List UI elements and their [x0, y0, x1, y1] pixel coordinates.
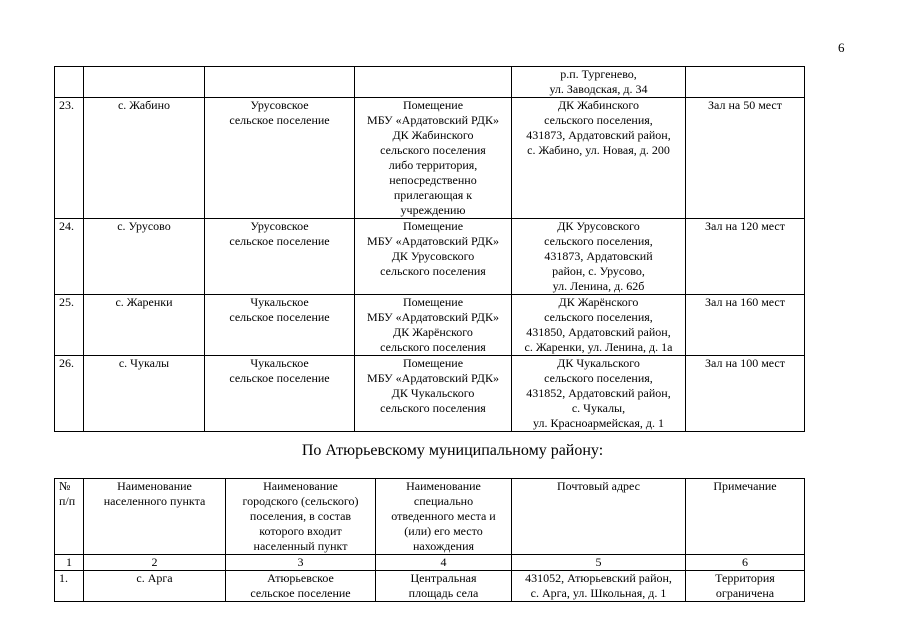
cell-line: Урусовское [250, 98, 309, 112]
cell-line: сельского поселения, [544, 234, 653, 248]
cell-line: МБУ «Ардатовский РДК» [367, 234, 499, 248]
cell-line: 431052, Атюрьевский район, [525, 571, 672, 585]
cell-line: Территория [715, 571, 775, 585]
cell-line: сельского поселения [380, 143, 486, 157]
cell-note [686, 295, 805, 356]
cell-line: Зал на 160 мест [705, 295, 785, 309]
cell-line: 431873, Ардатовский [544, 249, 653, 263]
cell-place [355, 67, 512, 98]
cell-address [512, 571, 686, 602]
cell-note [686, 356, 805, 432]
locations-table-ardatovsky [54, 66, 805, 432]
table-header-row [55, 479, 805, 555]
cell-line: специально [413, 494, 474, 508]
cell-line: с. Арга, ул. Школьная, д. 1 [530, 586, 667, 600]
cell-line: Чукальское [250, 356, 309, 370]
cell-settlement [84, 67, 205, 98]
cell-line: с. Жаренки, ул. Ленина, д. 1а [524, 340, 673, 354]
cell-place [355, 219, 512, 295]
cell-line: либо территория, [388, 158, 478, 172]
cell-line: Зал на 50 мест [708, 98, 782, 112]
column-index-cell: 3 [226, 555, 376, 571]
cell-line: сельское поселение [229, 234, 330, 248]
cell-settlement [84, 479, 226, 555]
cell-line: сельского поселения [380, 340, 486, 354]
cell-line: Наименование [117, 479, 192, 493]
cell-line: (или) его место [404, 524, 483, 538]
cell-line: Примечание [713, 479, 777, 493]
column-index-row [55, 555, 805, 571]
cell-line: населенного пункта [103, 494, 206, 508]
cell-line: городского (сельского) [242, 494, 359, 508]
cell-note [686, 219, 805, 295]
cell-line: с. Жабино, ул. Новая, д. 200 [527, 143, 670, 157]
cell-num: 26. [55, 356, 84, 432]
cell-line: МБУ «Ардатовский РДК» [367, 371, 499, 385]
cell-municipality [205, 67, 355, 98]
cell-address [512, 479, 686, 555]
cell-line: ул. Заводская, д. 34 [549, 82, 648, 96]
cell-line: сельское поселение [229, 371, 330, 385]
column-index-cell: 5 [512, 555, 686, 571]
table-row [55, 67, 805, 98]
cell-line: площадь села [408, 586, 479, 600]
cell-municipality [205, 219, 355, 295]
cell-line: Наименование [263, 479, 338, 493]
cell-place [355, 98, 512, 219]
cell-line: ул. Красноармейская, д. 1 [533, 416, 664, 430]
cell-address [512, 219, 686, 295]
cell-line: ДК Урусовского [557, 219, 640, 233]
cell-num [55, 67, 84, 98]
cell-line: ДК Урусовского [391, 249, 475, 263]
cell-line: Помещение [402, 219, 464, 233]
cell-line: сельское поселение [229, 310, 330, 324]
cell-line: сельского поселения [380, 264, 486, 278]
cell-line: поселения, в состав [249, 509, 352, 523]
column-index-cell: 1 [55, 555, 84, 571]
column-index-cell: 4 [376, 555, 512, 571]
cell-line: п/п [59, 494, 76, 508]
table-row [55, 571, 805, 602]
cell-line: ДК Жарёнского [558, 295, 639, 309]
cell-place [355, 356, 512, 432]
cell-line: Помещение [402, 356, 464, 370]
cell-line: ул. Ленина, д. 62б [552, 279, 645, 293]
cell-num: 1. [55, 571, 84, 602]
section-heading: По Атюрьевскому муниципальному району: [301, 442, 604, 459]
cell-line: Центральная [410, 571, 477, 585]
cell-line: с. Урусово [117, 219, 171, 233]
cell-line: Чукальское [250, 295, 309, 309]
cell-line: Помещение [402, 295, 464, 309]
cell-line: прилегающая к [393, 188, 473, 202]
cell-line: отведенного места и [391, 509, 496, 523]
cell-line: сельское поселение [229, 113, 330, 127]
cell-settlement [84, 571, 226, 602]
cell-line: учреждению [400, 203, 466, 217]
cell-line: МБУ «Ардатовский РДК» [367, 113, 499, 127]
cell-place [376, 571, 512, 602]
cell-note [686, 67, 805, 98]
table-row [55, 219, 805, 295]
cell-line: р.п. Тургенево, [560, 67, 637, 81]
table-row [55, 295, 805, 356]
cell-municipality [205, 98, 355, 219]
cell-settlement [84, 356, 205, 432]
cell-settlement [84, 219, 205, 295]
cell-num: 25. [55, 295, 84, 356]
cell-line: ДК Жабинского [557, 98, 640, 112]
cell-address [512, 295, 686, 356]
cell-line: с. Жабино [117, 98, 171, 112]
cell-line: сельского поселения, [544, 371, 653, 385]
cell-note [686, 479, 805, 555]
cell-line: ограничена [715, 586, 775, 600]
cell-num: 24. [55, 219, 84, 295]
column-index-cell: 6 [686, 555, 805, 571]
cell-note [686, 98, 805, 219]
cell-settlement [84, 295, 205, 356]
cell-address [512, 98, 686, 219]
cell-municipality [226, 479, 376, 555]
cell-line: ДК Жабинского [392, 128, 474, 142]
cell-address [512, 356, 686, 432]
cell-municipality [205, 356, 355, 432]
cell-line: Зал на 100 мест [705, 356, 785, 370]
cell-line: сельского поселения, [544, 113, 653, 127]
cell-line: Зал на 120 мест [705, 219, 785, 233]
cell-line: район, с. Урусово, [552, 264, 645, 278]
cell-line: ДК Чукальского [391, 386, 475, 400]
cell-line: с. Арга [136, 571, 173, 585]
cell-line: Атюрьевское [267, 571, 334, 585]
cell-line: МБУ «Ардатовский РДК» [367, 310, 499, 324]
table-row [55, 98, 805, 219]
cell-line: с. Жаренки [115, 295, 173, 309]
cell-line: Урусовское [250, 219, 309, 233]
cell-line: Почтовый адрес [556, 479, 640, 493]
cell-municipality [226, 571, 376, 602]
cell-line: 431873, Ардатовский район, [526, 128, 671, 142]
cell-line: нахождения [412, 539, 475, 553]
cell-line: с. Чукалы [118, 356, 170, 370]
cell-line: 431850, Ардатовский район, [526, 325, 671, 339]
cell-line: сельского поселения, [544, 310, 653, 324]
cell-line: сельское поселение [250, 586, 351, 600]
locations-table-atyurevsky [54, 478, 805, 602]
cell-place [376, 479, 512, 555]
cell-line: ДК Чукальского [557, 356, 640, 370]
page-number: 6 [838, 40, 845, 55]
cell-municipality [205, 295, 355, 356]
cell-line: Помещение [402, 98, 464, 112]
cell-line: сельского поселения [380, 401, 486, 415]
cell-line: непосредственно [389, 173, 477, 187]
column-index-cell: 2 [84, 555, 226, 571]
cell-num [55, 479, 84, 555]
cell-num: 23. [55, 98, 84, 219]
cell-line: населенный пункт [253, 539, 348, 553]
cell-line: Наименование [406, 479, 481, 493]
table-row [55, 356, 805, 432]
cell-line: 431852, Ардатовский район, [526, 386, 671, 400]
cell-line: ДК Жарёнского [393, 325, 473, 339]
cell-place [355, 295, 512, 356]
cell-settlement [84, 98, 205, 219]
cell-line: которого входит [259, 524, 342, 538]
cell-line: с. Чукалы, [571, 401, 626, 415]
cell-note [686, 571, 805, 602]
cell-line: № [59, 479, 71, 493]
cell-address [512, 67, 686, 98]
